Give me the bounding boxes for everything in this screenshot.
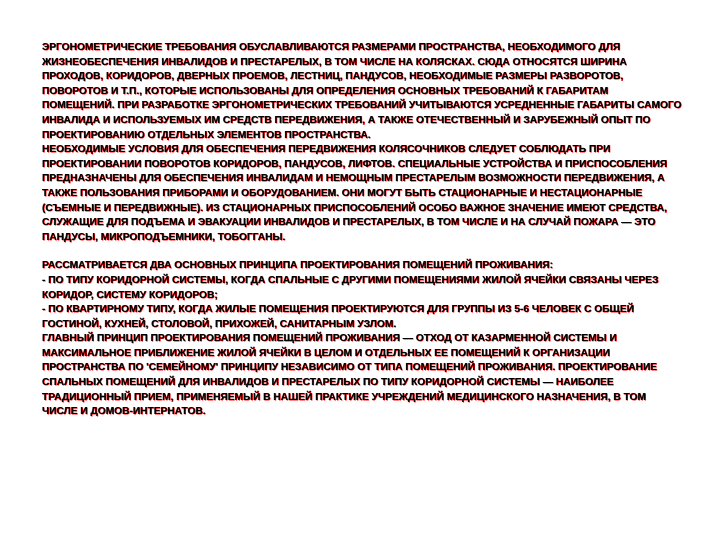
paragraph-ergonomic-requirements: ЭРГОНОМЕТРИЧЕСКИЕ ТРЕБОВАНИЯ ОБУСЛАВЛИВАЮТСЯ РАЗМЕРАМИ ПРОСТРАНСТВА, НЕОБХОДИМОГО ДЛЯ ЖИЗНЕОБЕСПЕЧЕНИЯ ИНВАЛИДОВ И ПРЕСТАРЕЛЫХ, В ТОМ ЧИСЛЕ НА КОЛЯСКАХ. СЮДА ОТНОСЯТСЯ ШИРИНА ПРОХОДОВ, КОРИДОРОВ, ДВЕРНЫХ ПРОЕМОВ, ЛЕСТНИЦ, ПАНДУСОВ, НЕОБХОДИМЫЕ РАЗМЕРЫ РАЗВОРОТОВ, ПОВОРОТОВ И Т.П., КОТОРЫЕ ИСПОЛЬЗОВАНЫ ДЛЯ ОПРЕДЕЛЕНИЯ ОСНОВНЫХ ТРЕБОВАНИЙ К ГАБАРИТАМ ПОМЕЩЕНИЙ. ПРИ РАЗРАБОТКЕ ЭРГОНОМЕТРИЧЕСКИХ ТРЕБОВАНИЙ УЧИТЫВАЮТСЯ УСРЕДНЕННЫЕ ГАБАРИТЫ САМОГО ИНВАЛИДА И ИСПОЛЬЗУЕМЫХ ИМ СРЕДСТВ ПЕРЕДВИЖЕНИЯ, А ТАКЖЕ ОТЕЧЕСТВЕННЫЙ И ЗАРУБЕЖНЫЙ ОПЫТ ПО ПРОЕКТИРОВАНИЮ ОТДЕЛЬНЫХ ЭЛЕМЕНТОВ ПРОСТРАНСТВА. bbox=[42, 42, 682, 141]
paragraph-design-principles-intro: РАССМАТРИВАЕТСЯ ДВА ОСНОВНЫХ ПРИНЦИПА ПРОЕКТИРОВАНИЯ ПОМЕЩЕНИЙ ПРОЖИВАНИЯ: bbox=[42, 260, 554, 272]
list-item-apartment-type: - ПО КВАРТИРНОМУ ТИПУ, КОГДА ЖИЛЫЕ ПОМЕЩЕНИЯ ПРОЕКТИРУЮТСЯ ДЛЯ ГРУППЫ ИЗ 5-6 ЧЕЛОВЕК С ОБЩЕЙ ГОСТИНОЙ, КУХНЕЙ, СТОЛОВОЙ, ПРИХОЖЕЙ, САНИТАРНЫМ УЗЛОМ. bbox=[42, 304, 635, 330]
paragraph-mobility-conditions: НЕОБХОДИМЫЕ УСЛОВИЯ ДЛЯ ОБЕСПЕЧЕНИЯ ПЕРЕДВИЖЕНИЯ КОЛЯСОЧНИКОВ СЛЕДУЕТ СОБЛЮДАТЬ ПРИ ПРОЕКТИРОВАНИИ ПОВОРОТОВ КОРИДОРОВ, ПАНДУСОВ, ЛИФТОВ. СПЕЦИАЛЬНЫЕ УСТРОЙСТВА И ПРИСПОСОБЛЕНИЯ ПРЕДНАЗНАЧЕНЫ ДЛЯ ОБЕСПЕЧЕНИЯ ИНВАЛИДАМ И НЕМОЩНЫМ ПРЕСТАРЕЛЫМ ВОЗМОЖНОСТИ ПЕРЕДВИЖЕНИЯ, А ТАКЖЕ ПОЛЬЗОВАНИЯ ПРИБОРАМИ И ОБОРУДОВАНИЕМ. ОНИ МОГУТ БЫТЬ СТАЦИОНАРНЫЕ И НЕСТАЦИОНАРНЫЕ (СЪЕМНЫЕ И ПЕРЕДВИЖНЫЕ). ИЗ СТАЦИОНАРНЫХ ПРИСПОСОБЛЕНИЙ ОСОБО ВАЖНОЕ ЗНАЧЕНИЕ ИМЕЮТ СРЕДСТВА, СЛУЖАЩИЕ ДЛЯ ПОДЪЕМА И ЭВАКУАЦИИ ИНВАЛИДОВ И ПРЕСТАРЕЛЫХ, В ТОМ ЧИСЛЕ И НА СЛУЧАЙ ПОЖАРА — ЭТО ПАНДУСЫ, МИКРОПОДЪЕМНИКИ, ТОБОГГАНЫ. bbox=[42, 144, 668, 243]
paragraph-gap bbox=[42, 245, 682, 259]
list-item-corridor-system: - ПО ТИПУ КОРИДОРНОЙ СИСТЕМЫ, КОГДА СПАЛЬНЫЕ С ДРУГИМИ ПОМЕЩЕНИЯМИ ЖИЛОЙ ЯЧЕЙКИ СВЯЗАНЫ ЧЕРЕЗ КОРИДОР, СИСТЕМУ КОРИДОРОВ; bbox=[42, 274, 659, 301]
body-text bbox=[42, 41, 682, 420]
paragraph-main-principle: ГЛАВНЫЙ ПРИНЦИП ПРОЕКТИРОВАНИЯ ПОМЕЩЕНИЙ ПРОЖИВАНИЯ — ОТХОД ОТ КАЗАРМЕННОЙ СИСТЕМЫ И МАКСИМАЛЬНОЕ ПРИБЛИЖЕНИЕ ЖИЛОЙ ЯЧЕЙКИ В ЦЕЛОМ И ОТДЕЛЬНЫХ ЕЕ ПОМЕЩЕНИЙ К ОРГАНИЗАЦИИ ПРОСТРАНСТВА ПО 'СЕМЕЙНОМУ' ПРИНЦИПУ НЕЗАВИСИМО ОТ ТИПА ПОМЕЩЕНИЙ ПРОЖИВАНИЯ. ПРОЕКТИРОВАНИЕ СПАЛЬНЫХ ПОМЕЩЕНИЙ ДЛЯ ИНВАЛИДОВ И ПРЕСТАРЕЛЫХ ПО ТИПУ КОРИДОРНОЙ СИСТЕМЫ — НАИБОЛЕЕ ТРАДИЦИОННЫЙ ПРИЕМ, ПРИМЕНЯЕМЫЙ В НАШЕЙ ПРАКТИКЕ УЧРЕЖДЕНИЙ МЕДИЦИНСКОГО НАЗНАЧЕНИЯ, В ТОМ ЧИСЛЕ И ДОМОВ-ИНТЕРНАТОВ. bbox=[42, 333, 658, 418]
